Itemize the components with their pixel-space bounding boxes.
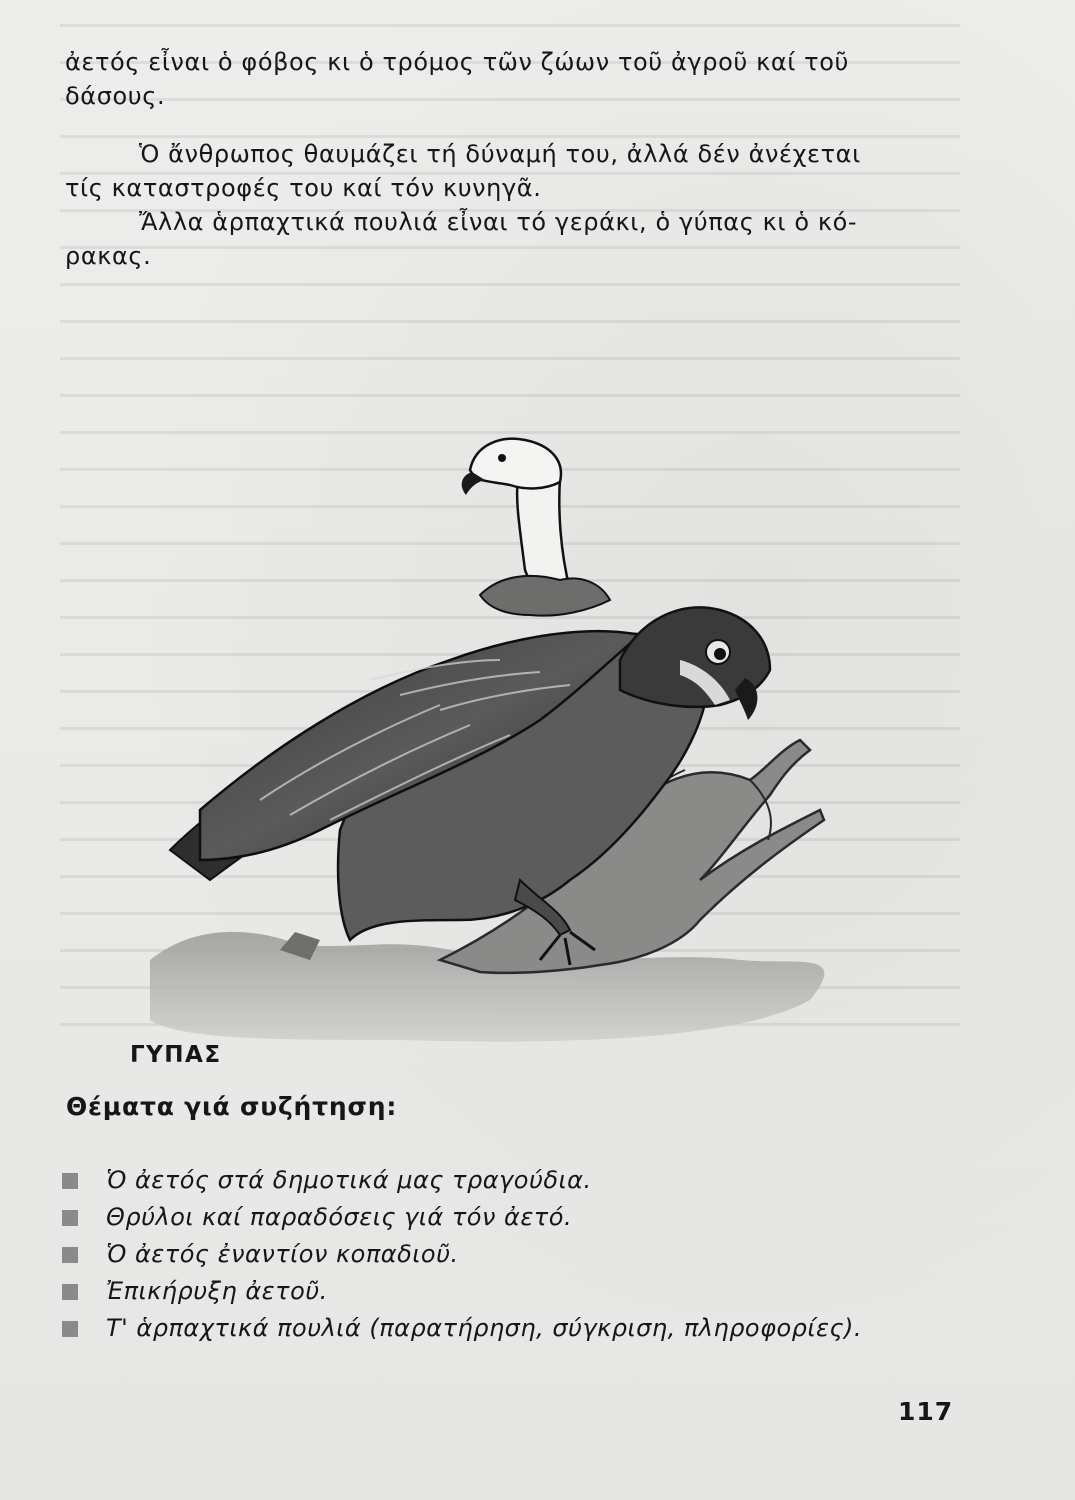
square-bullet-icon	[62, 1321, 78, 1337]
vulture-illustration	[140, 360, 930, 1050]
discussion-topics-list	[62, 1162, 962, 1347]
paragraph-human-admiration	[65, 137, 935, 205]
square-bullet-icon	[62, 1247, 78, 1263]
paragraph-other-raptors	[65, 205, 935, 273]
topic-text: Θρύλοι καί παραδόσεις γιά τόν ἀετό.	[106, 1203, 573, 1231]
list-item	[62, 1236, 962, 1273]
vulture-head	[470, 439, 561, 489]
topic-text: Τ' ἁρπαχτικά πουλιά (παρατήρηση, σύγκριση, πληροφορίες).	[106, 1314, 863, 1342]
eye-icon	[498, 454, 506, 462]
paragraph-line: Ἄλλα ἁρπαχτικά πουλιά εἶναι τό γεράκι, ὁ γύπας κι ὁ κό-	[139, 208, 858, 236]
paragraph-line: ἀετός εἶναι ὁ φόβος κι ὁ τρόμος τῶν ζώων τοῦ ἀγροῦ καί τοῦ	[65, 48, 850, 76]
square-bullet-icon	[62, 1210, 78, 1226]
paragraph-line: τίς καταστροφές του καί τόν κυνηγᾶ.	[65, 174, 542, 202]
paragraph-line: δάσους.	[65, 82, 166, 110]
topic-text: Ὁ ἀετός ἐναντίον κοπαδιοῦ.	[106, 1240, 459, 1268]
list-item	[62, 1162, 962, 1199]
square-bullet-icon	[62, 1284, 78, 1300]
discussion-title: Θέματα γιά συζήτηση:	[66, 1092, 398, 1121]
paragraph-line: ρακας.	[65, 242, 152, 270]
list-item	[62, 1273, 962, 1310]
paragraph-line: Ὁ ἄνθρωπος θαυμάζει τή δύναμή του, ἀλλά δέν ἀνέχεται	[139, 140, 861, 168]
topic-text: Ἐπικήρυξη ἀετοῦ.	[106, 1277, 328, 1305]
topic-text: Ὁ ἀετός στά δημοτικά μας τραγούδια.	[106, 1166, 592, 1194]
list-item	[62, 1310, 962, 1347]
paragraph-eagle-fear	[65, 45, 935, 113]
page-number: 117	[898, 1397, 954, 1426]
square-bullet-icon	[62, 1173, 78, 1189]
neck-ruff	[480, 576, 610, 616]
list-item	[62, 1199, 962, 1236]
figure-caption: ΓΥΠΑΣ	[130, 1042, 222, 1068]
